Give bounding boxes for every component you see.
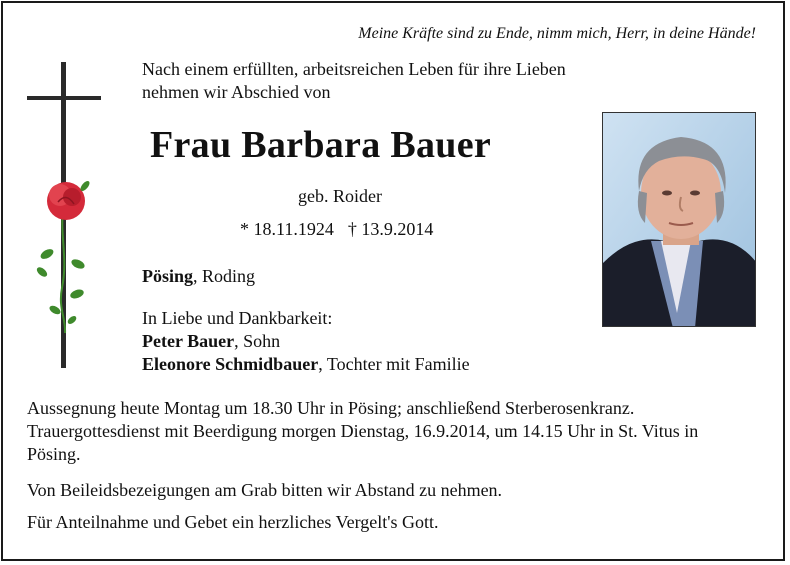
family-member-relation: , Tochter mit Familie — [318, 354, 470, 374]
quote-verse: Meine Kräfte sind zu Ende, nimm mich, Herr, in deine Hände! — [358, 25, 756, 42]
family-member — [142, 330, 470, 353]
deceased-name: Frau Barbara Bauer — [150, 124, 492, 166]
portrait-photo — [602, 112, 756, 327]
residence-rest: , Roding — [193, 266, 256, 286]
residence — [142, 266, 255, 287]
family-member — [142, 353, 470, 376]
residence-town: Pösing — [142, 266, 194, 286]
family-member-relation: , Sohn — [234, 331, 281, 351]
birth-name: geb. Roider — [298, 186, 382, 206]
family-block — [142, 307, 470, 376]
condolences-note: Von Beileidsbezeigungen am Grab bitten wir Abstand zu nehmen. — [27, 480, 503, 500]
birth-date: * 18.11.1924 — [240, 219, 334, 239]
funeral-services: Aussegnung heute Montag um 18.30 Uhr in Pösing; anschließend Sterberosenkranz. Trauergottesdienst mit Beerdigung morgen Dienstag, 16.9.2014, um 14.15 Uhr in St. Vitus in Pösing. — [27, 398, 699, 464]
family-heading: In Liebe und Dankbarkeit: — [142, 308, 333, 328]
family-member-name: Peter Bauer — [142, 331, 235, 351]
intro-text: Nach einem erfüllten, arbeitsreichen Leben für ihre Lieben nehmen wir Abschied von — [142, 59, 566, 102]
cross-with-rose-icon — [22, 58, 107, 370]
family-member-name: Eleonore Schmidbauer — [142, 354, 319, 374]
thanks-note: Für Anteilnahme und Gebet ein herzliches Vergelt's Gott. — [27, 512, 439, 532]
life-dates — [240, 219, 433, 240]
death-date: † 13.9.2014 — [347, 219, 434, 239]
